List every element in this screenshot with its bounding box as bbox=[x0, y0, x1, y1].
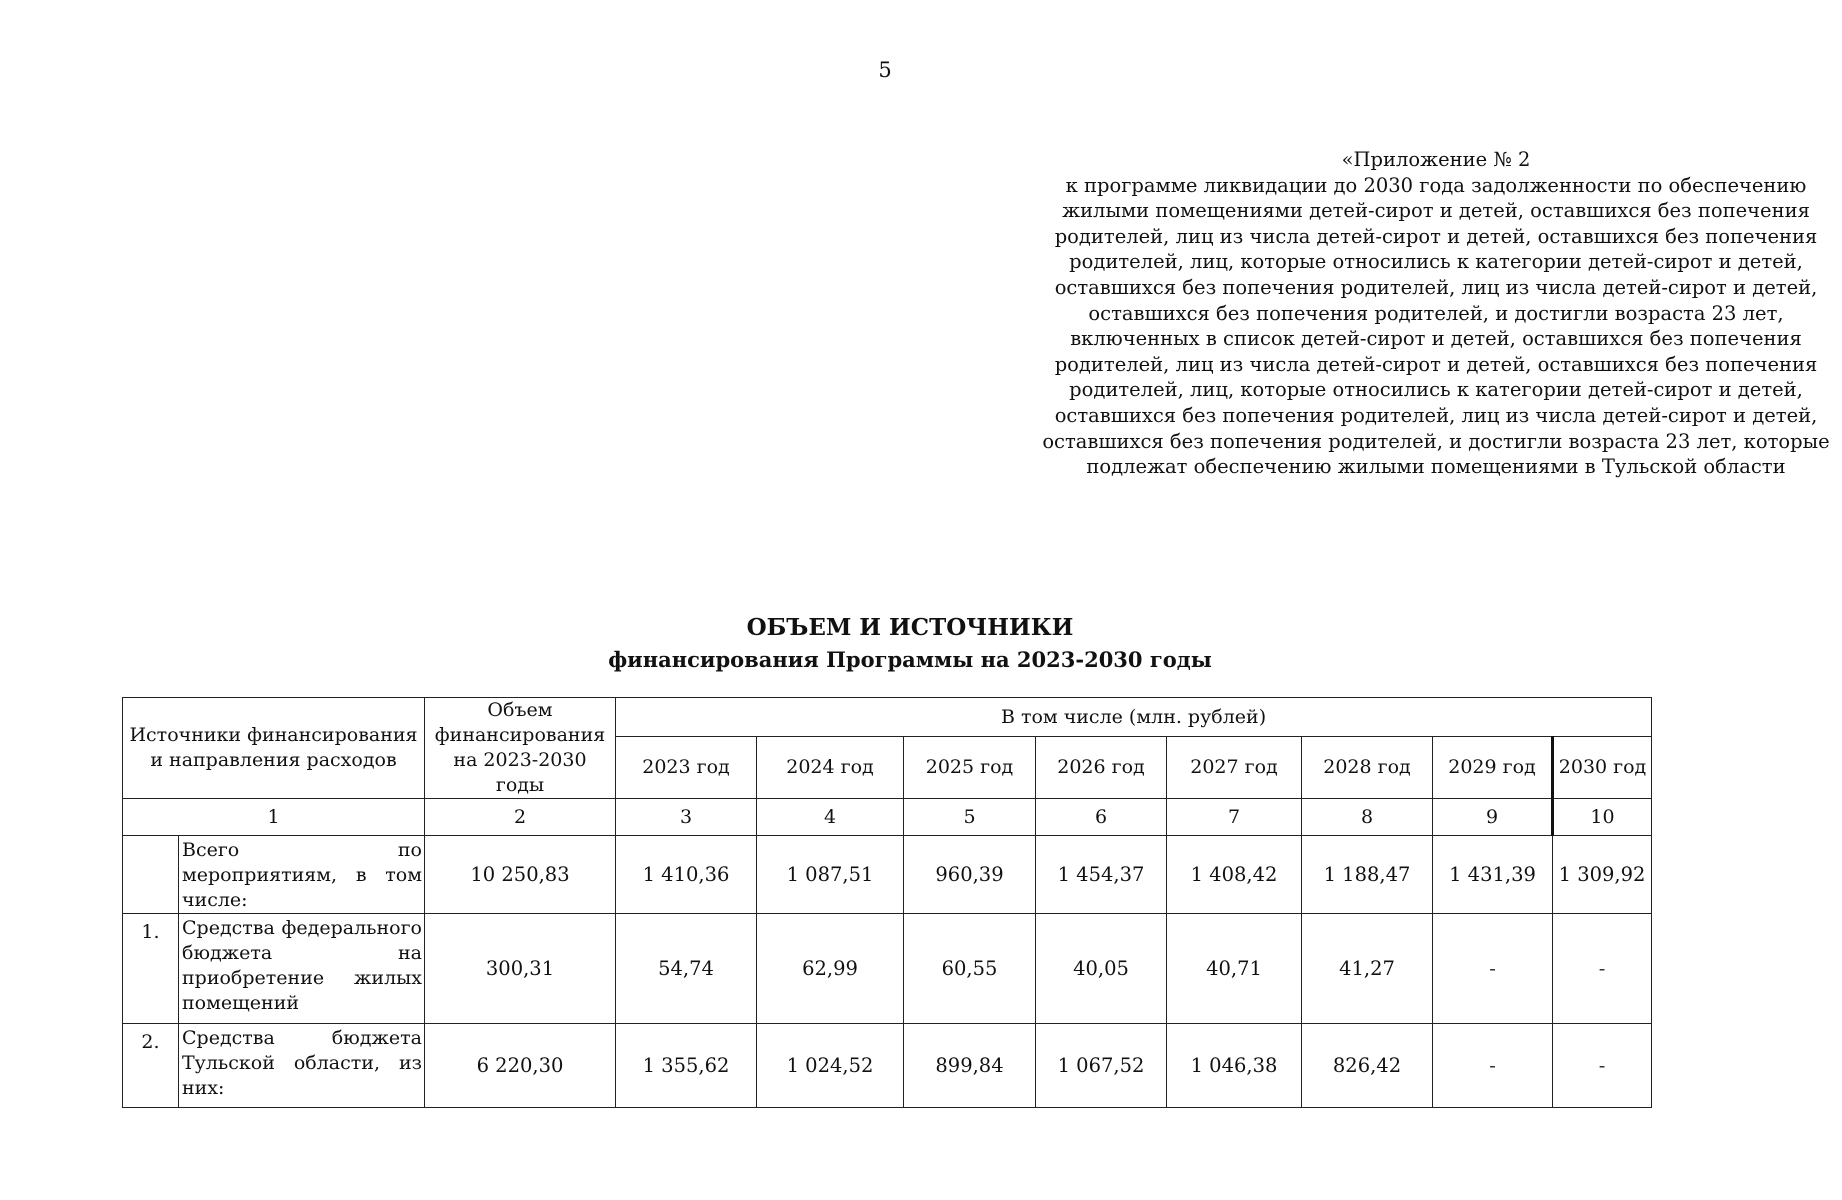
header-year: 2026 год bbox=[1036, 737, 1167, 799]
row-value: - bbox=[1553, 1024, 1652, 1108]
header-sources: Источники финансирования и направления расходов bbox=[123, 698, 425, 799]
row-total: 10 250,83 bbox=[425, 836, 616, 914]
appendix-line: жилыми помещениями детей-сирот и детей, оставшихся без попечения bbox=[1062, 199, 1810, 223]
header-including: В том числе (млн. рублей) bbox=[616, 698, 1652, 737]
header-row bbox=[123, 698, 1652, 737]
row-value: - bbox=[1553, 914, 1652, 1024]
appendix-line: подлежат обеспечению жилыми помещениями в Тульской области bbox=[1086, 455, 1786, 479]
row-value: 54,74 bbox=[616, 914, 757, 1024]
document-title bbox=[0, 612, 1820, 676]
row-number: 1. bbox=[123, 914, 179, 1024]
column-number: 3 bbox=[616, 799, 757, 836]
row-value: 899,84 bbox=[904, 1024, 1036, 1108]
appendix-line: родителей, лиц из числа детей-сирот и детей, оставшихся без попечения bbox=[1054, 224, 1818, 248]
column-number: 4 bbox=[757, 799, 904, 836]
header-year: 2027 год bbox=[1167, 737, 1302, 799]
row-value: 1 454,37 bbox=[1036, 836, 1167, 914]
column-number-row bbox=[123, 799, 1652, 836]
row-value: 1 410,36 bbox=[616, 836, 757, 914]
row-number: 2. bbox=[123, 1024, 179, 1108]
row-value: 1 046,38 bbox=[1167, 1024, 1302, 1108]
row-value: 60,55 bbox=[904, 914, 1036, 1024]
appendix-line: к программе ликвидации до 2030 года задолженности по обеспечению bbox=[1065, 173, 1807, 197]
row-value: 1 188,47 bbox=[1302, 836, 1433, 914]
column-number: 10 bbox=[1553, 799, 1652, 836]
row-name: Средства федерального бюджета на приобретение жилых помещений bbox=[179, 914, 425, 1024]
row-value: 41,27 bbox=[1302, 914, 1433, 1024]
row-value: 1 431,39 bbox=[1433, 836, 1553, 914]
row-name: Всего по мероприятиям, в том числе: bbox=[179, 836, 425, 914]
appendix-line: родителей, лиц, которые относились к категории детей-сирот и детей, bbox=[1069, 250, 1803, 274]
header-year: 2024 год bbox=[757, 737, 904, 799]
row-value: 1 067,52 bbox=[1036, 1024, 1167, 1108]
column-number: 8 bbox=[1302, 799, 1433, 836]
column-number: 6 bbox=[1036, 799, 1167, 836]
column-number: 2 bbox=[425, 799, 616, 836]
appendix-line: родителей, лиц из числа детей-сирот и детей, оставшихся без попечения bbox=[1054, 352, 1818, 376]
row-value: 1 309,92 bbox=[1553, 836, 1652, 914]
appendix-line: включенных в список детей-сирот и детей, оставшихся без попечения bbox=[1070, 327, 1802, 351]
header-year: 2029 год bbox=[1433, 737, 1553, 799]
row-number bbox=[123, 836, 179, 914]
title-line-2: финансирования Программы на 2023-2030 годы bbox=[608, 647, 1212, 672]
row-name: Средства бюджета Тульской области, из них: bbox=[179, 1024, 425, 1108]
row-value: 1 408,42 bbox=[1167, 836, 1302, 914]
row-value: - bbox=[1433, 914, 1553, 1024]
row-value: 40,05 bbox=[1036, 914, 1167, 1024]
column-number: 1 bbox=[123, 799, 425, 836]
row-value: 1 355,62 bbox=[616, 1024, 757, 1108]
column-number: 7 bbox=[1167, 799, 1302, 836]
appendix-line: оставшихся без попечения родителей, и достигли возраста 23 лет, bbox=[1088, 301, 1784, 325]
header-year: 2030 год bbox=[1553, 737, 1652, 799]
appendix-line: оставшихся без попечения родителей, и достигли возраста 23 лет, которые bbox=[1042, 429, 1830, 453]
row-value: - bbox=[1433, 1024, 1553, 1108]
table-row bbox=[123, 836, 1652, 914]
header-year: 2023 год bbox=[616, 737, 757, 799]
row-value: 960,39 bbox=[904, 836, 1036, 914]
row-value: 62,99 bbox=[757, 914, 904, 1024]
column-number: 9 bbox=[1433, 799, 1553, 836]
financing-table bbox=[122, 697, 1652, 1108]
appendix-line: «Приложение № 2 bbox=[1341, 148, 1531, 171]
header-year: 2028 год bbox=[1302, 737, 1433, 799]
row-total: 6 220,30 bbox=[425, 1024, 616, 1108]
table-row bbox=[123, 1024, 1652, 1108]
row-value: 1 024,52 bbox=[757, 1024, 904, 1108]
header-volume: Объем финансирования на 2023-2030 годы bbox=[425, 698, 616, 799]
header-year: 2025 год bbox=[904, 737, 1036, 799]
title-line-1: ОБЪЕМ И ИСТОЧНИКИ bbox=[746, 614, 1074, 641]
appendix-note bbox=[1030, 147, 1842, 480]
row-value: 1 087,51 bbox=[757, 836, 904, 914]
appendix-line: оставшихся без попечения родителей, лиц из числа детей-сирот и детей, bbox=[1054, 275, 1818, 299]
row-value: 40,71 bbox=[1167, 914, 1302, 1024]
row-value: 826,42 bbox=[1302, 1024, 1433, 1108]
table-row bbox=[123, 914, 1652, 1024]
column-number: 5 bbox=[904, 799, 1036, 836]
appendix-line: родителей, лиц, которые относились к категории детей-сирот и детей, bbox=[1069, 378, 1803, 402]
row-total: 300,31 bbox=[425, 914, 616, 1024]
page-number: 5 bbox=[878, 58, 892, 82]
appendix-line: оставшихся без попечения родителей, лиц из числа детей-сирот и детей, bbox=[1054, 403, 1818, 427]
